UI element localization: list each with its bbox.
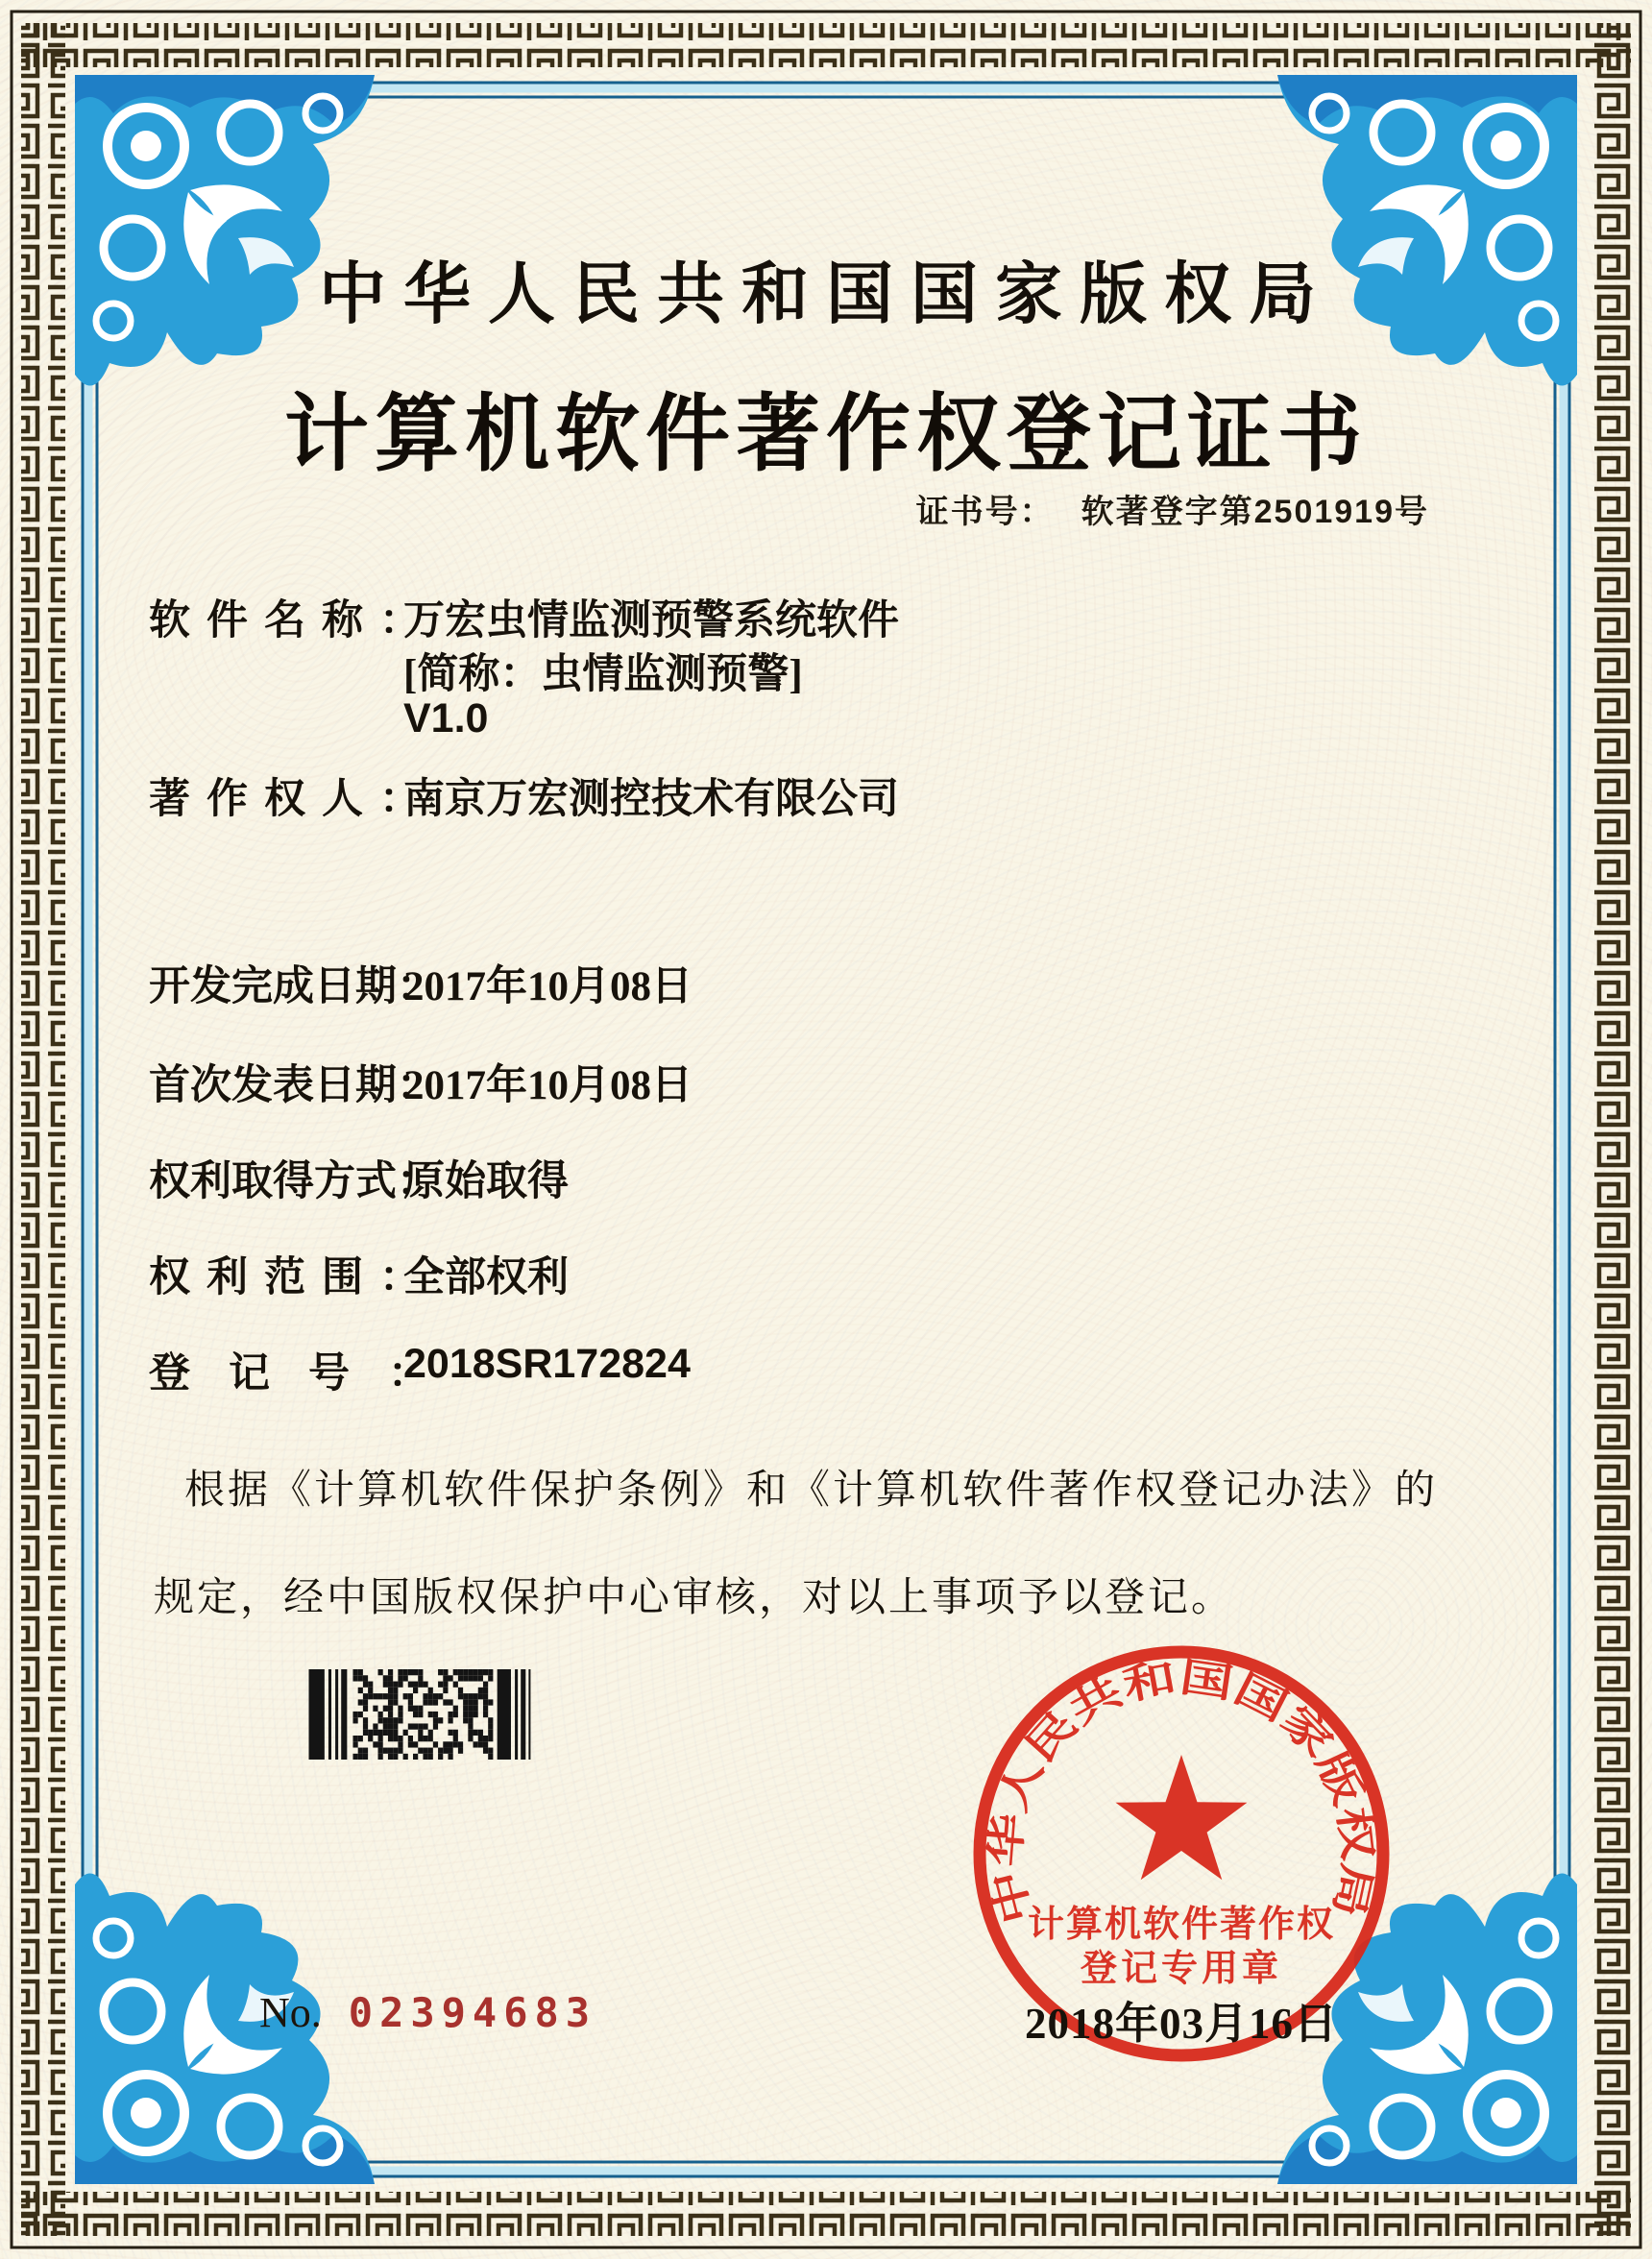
issuing-authority: 中华人民共和国国家版权局 (319, 258, 1333, 332)
dev-complete-date-value: 2017年10月08日 (403, 964, 692, 1009)
statement-line2: 规定，经中国版权保护中心审核，对以上事项予以登记。 (154, 1576, 1235, 1620)
copyright-holder-label: 著作权人： (149, 777, 437, 822)
seal-date: 2018年03月16日 (1024, 2000, 1338, 2048)
rights-scope-value: 全部权利 (403, 1255, 569, 1300)
rights-acquisition-label: 权利取得方式： (149, 1159, 438, 1204)
serial-number-label: No. (259, 1989, 322, 2036)
star-icon (1116, 1755, 1248, 1880)
statement-line1: 根据《计算机软件保护条例》和《计算机软件著作权登记办法》的 (184, 1469, 1439, 1513)
certificate-number-value: 软著登字第2501919号 (1081, 494, 1429, 530)
registration-no-value: 2018SR172824 (403, 1341, 691, 1387)
first-publish-date-label: 首次发表日期： (149, 1063, 438, 1108)
software-name-label: 软件名称： (149, 598, 437, 644)
software-name-line1: 万宏虫情监测预警系统软件 (403, 598, 899, 644)
serial-number-value: 02394683 (348, 1989, 597, 2036)
certificate-number-label: 证书号： (915, 494, 1055, 530)
seal-text-line1: 计算机软件著作权 (1027, 1905, 1336, 1945)
seal-text-line2: 登记专用章 (1080, 1949, 1283, 1989)
first-publish-date-value: 2017年10月08日 (403, 1063, 692, 1108)
registration-no-label: 登记号： (149, 1351, 468, 1397)
certificate-title: 计算机软件著作权登记证书 (283, 389, 1368, 482)
serial-number (259, 1988, 596, 2037)
corner-flourish-icon (1277, 75, 1577, 386)
dev-complete-date-label: 开发完成日期： (149, 964, 438, 1009)
rights-acquisition-value: 原始取得 (403, 1159, 569, 1204)
rights-scope-label: 权利范围： (149, 1255, 437, 1300)
corner-flourish-icon (75, 75, 375, 386)
certificate-number (916, 485, 1429, 532)
software-name-line3: V1.0 (403, 695, 489, 741)
seal-arc-text: 中华人民共和国国家版权局 (982, 1654, 1381, 1929)
barcode (296, 1669, 547, 1760)
software-name-line2: [简称：虫情监测预警] (403, 652, 803, 697)
copyright-holder-value: 南京万宏测控技术有限公司 (403, 777, 899, 822)
